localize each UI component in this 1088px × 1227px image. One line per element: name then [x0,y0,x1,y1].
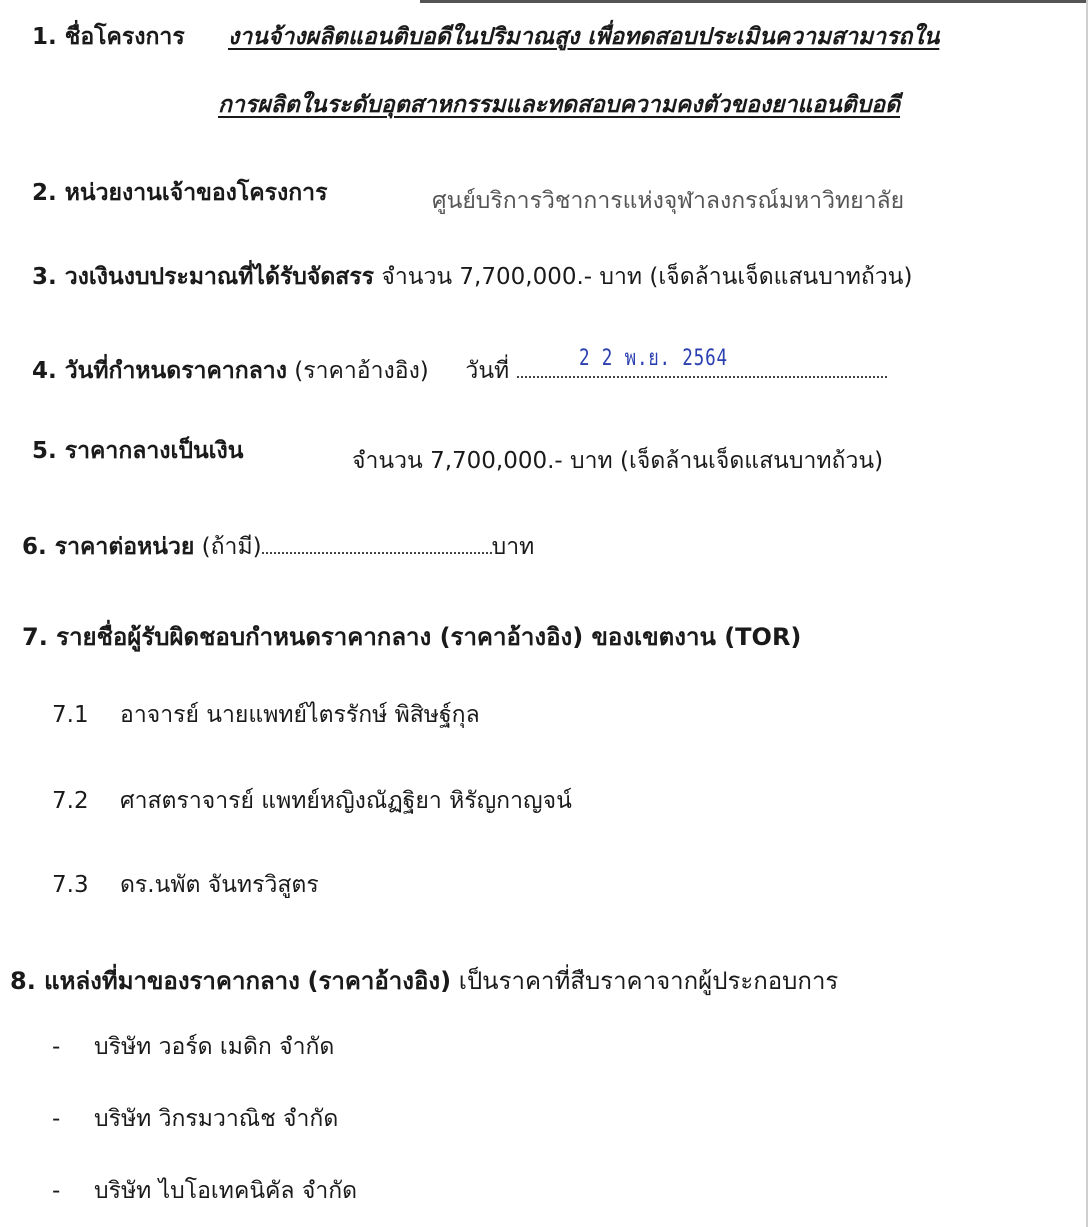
date-stamp: 2 2 พ.ย. 2564 [578,346,728,371]
item-7-label: 7. รายชื่อผู้รับผิดชอบกำหนดราคากลาง (ราคาอ้างอิง) ของเขตงาน (TOR) [22,623,802,651]
company-list-item [52,1032,334,1062]
bullet-dash: - [52,1106,61,1132]
person-number: 7.3 [52,872,89,898]
unit-price-suffix: บาท [491,534,535,560]
item-4-label-paren: (ราคาอ้างอิง) [294,358,429,384]
item-6-label-paren: (ถ้ามี) [201,534,262,560]
company-list-item [52,1176,357,1206]
item-8-label-paren: (ราคาอ้างอิง) [307,967,452,995]
item-4-row [32,346,887,386]
bullet-dash: - [52,1178,61,1204]
item-1-label [32,22,185,52]
person-number: 7.2 [52,788,89,814]
item-6-label: 6. ราคาต่อหน่วย [22,534,195,560]
top-border-line [420,0,1088,3]
item-3-row [32,262,912,292]
company-list-item [52,1104,338,1134]
company-name: บริษัท ไบโอเทคนิคัล จำกัด [94,1178,358,1204]
median-price-value: จำนวน 7,700,000.- บาท (เจ็ดล้านเจ็ดแสนบาทถ้วน) [352,448,884,474]
company-name: บริษัท วอร์ด เมดิก จำกัด [94,1034,335,1060]
person-row [52,870,319,900]
item-6-row [22,530,534,562]
item-8-value: เป็นราคาที่สืบราคาจากผู้ประกอบการ [458,967,839,995]
person-row [52,700,480,730]
item-4-label: 4. วันที่กำหนดราคากลาง [32,358,287,384]
budget-value: จำนวน 7,700,000.- บาท (เจ็ดล้านเจ็ดแสนบาทถ้วน) [381,264,913,290]
item-8-label: 8. แหล่งที่มาของราคากลาง [10,967,300,995]
person-row [52,786,572,816]
item-3-label: 3. วงเงินงบประมาณที่ได้รับจัดสรร [32,264,375,290]
person-number: 7.1 [52,702,89,728]
project-name-line-2: การผลิตในระดับอุตสาหกรรมและทดสอบความคงตัวของยาแอนติบอดี [218,92,901,118]
bullet-dash: - [52,1034,61,1060]
item-2-label: 2. หน่วยงานเจ้าของโครงการ [32,180,328,206]
unit-price-field [262,530,492,554]
company-name: บริษัท วิกรมวาณิช จำกัด [94,1106,339,1132]
project-name-line-1: งานจ้างผลิตแอนติบอดีในปริมาณสูง เพื่อทดสอบประเมินความสามารถใน [228,24,940,50]
item-1-label-text: 1. ชื่อโครงการ [32,24,185,50]
owner-agency-value: ศูนย์บริการวิชาการแห่งจุฬาลงกรณ์มหาวิทยาลัย [432,188,905,214]
person-name: อาจารย์ นายแพทย์ไตรรักษ์ พิสิษฐ์กุล [120,702,480,728]
date-prefix: วันที่ [465,358,510,384]
person-name: ศาสตราจารย์ แพทย์หญิงณัฏฐิยา หิรัญกาญจน์ [120,788,572,814]
item-8-row [10,966,838,996]
person-name: ดร.นพัต จันทรวิสูตร [120,872,319,898]
item-5-label: 5. ราคากลางเป็นเงิน [32,438,244,464]
date-field [517,346,887,378]
